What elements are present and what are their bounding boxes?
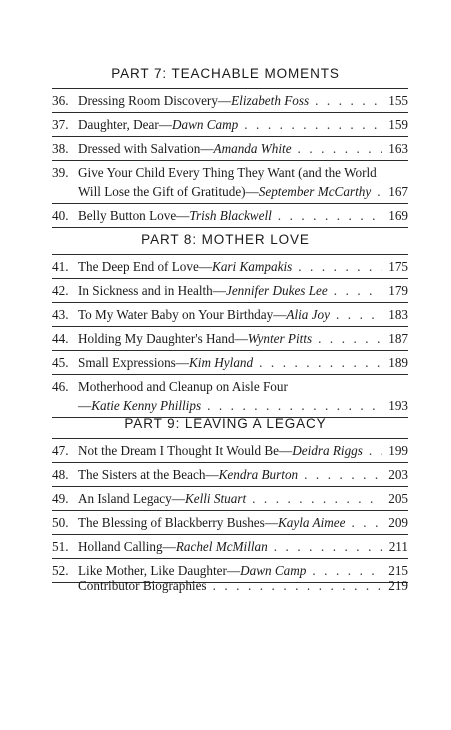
leader-dots <box>298 257 382 276</box>
entry-title: Daughter, Dear—Dawn Camp <box>78 117 239 132</box>
leader-dots <box>315 91 382 110</box>
part-9-heading: PART 9: LEAVING A LEGACY <box>124 416 327 431</box>
entry-number: 52. <box>52 563 69 578</box>
part-7-heading: PART 7: TEACHABLE MOMENTS <box>111 66 340 81</box>
entry-author: Dawn Camp <box>171 117 239 132</box>
entry-title: Give Your Child Every Thing They Want (and the World <box>78 165 377 180</box>
entry-page: 163 <box>388 141 408 156</box>
closing-entries <box>52 574 408 597</box>
entry-author: Dawn Camp <box>240 563 307 578</box>
entry-number: 45. <box>52 355 69 370</box>
entry-page: 211 <box>388 539 408 554</box>
entry-page: 199 <box>388 443 408 458</box>
entry-author: Wynter Pitts <box>247 331 313 346</box>
entry-title: In Sickness and in Health—Jennifer Dukes Lee <box>78 283 328 298</box>
toc-entry <box>52 137 408 161</box>
entry-title: Holland Calling—Rachel McMillan <box>78 539 268 554</box>
toc-entry-contributors <box>52 574 408 597</box>
toc-entry <box>52 88 408 113</box>
entry-title-continued: —Katie Kenny Phillips <box>78 398 202 413</box>
entry-title: Small Expressions—Kim Hyland <box>78 355 254 370</box>
entry-page: 215 <box>388 563 408 578</box>
entry-title: Dressed with Salvation—Amanda White <box>78 141 292 156</box>
entry-title: Contributor Biographies <box>78 578 207 593</box>
entry-title: The Deep End of Love—Kari Kampakis <box>78 259 293 274</box>
entry-page: 183 <box>388 307 408 322</box>
toc-entry <box>52 438 408 463</box>
entry-number: 47. <box>52 443 69 458</box>
entry-page: 169 <box>388 208 408 223</box>
toc-entry <box>52 535 408 559</box>
entry-author: Deidra Riggs <box>292 443 363 458</box>
entry-title: The Blessing of Blackberry Bushes—Kayla Aimee <box>78 515 346 530</box>
entry-author: Kelli Stuart <box>184 491 247 506</box>
leader-dots <box>274 537 382 556</box>
leader-dots <box>259 353 382 372</box>
entry-author: Kari Kampakis <box>212 259 293 274</box>
toc-entry <box>52 113 408 137</box>
entry-author: Alia Joy <box>286 307 330 322</box>
entry-page: 187 <box>388 331 408 346</box>
part-7-entries <box>52 88 408 228</box>
part-9-entries <box>52 438 408 583</box>
entry-number: 38. <box>52 141 69 156</box>
leader-dots <box>252 489 382 508</box>
entry-number: 40. <box>52 208 69 223</box>
leader-dots <box>244 115 382 134</box>
leader-dots <box>298 139 382 158</box>
entry-page: 179 <box>388 283 408 298</box>
entry-title-continued: Will Lose the Gift of Gratitude)—September McCarthy <box>78 184 372 199</box>
entry-title: Holding My Daughter's Hand—Wynter Pitts <box>78 331 313 346</box>
toc-entry <box>52 279 408 303</box>
toc-entry <box>52 161 408 204</box>
entry-title: Like Mother, Like Daughter—Dawn Camp <box>78 563 307 578</box>
entry-page: 203 <box>388 467 408 482</box>
entry-number: 49. <box>52 491 69 506</box>
leader-dots <box>278 206 382 225</box>
entry-author: Kayla Aimee <box>277 515 346 530</box>
entry-author: Kim Hyland <box>189 355 254 370</box>
leader-dots <box>336 305 382 324</box>
entry-page: 219 <box>388 578 408 593</box>
part-8-entries <box>52 254 408 418</box>
entry-page: 193 <box>388 398 408 413</box>
entry-author: Katie Kenny Phillips <box>91 398 202 413</box>
entry-number: 51. <box>52 539 69 554</box>
entry-number: 46. <box>52 379 69 394</box>
entry-number: 36. <box>52 93 69 108</box>
toc-entry <box>52 463 408 487</box>
entry-number: 43. <box>52 307 69 322</box>
entry-number: 50. <box>52 515 69 530</box>
toc-entry <box>52 204 408 228</box>
leader-dots <box>304 465 382 484</box>
toc-entry <box>52 351 408 375</box>
entry-page: 189 <box>388 355 408 370</box>
entry-page: 167 <box>388 184 408 199</box>
leader-dots <box>369 441 382 460</box>
entry-title: The Sisters at the Beach—Kendra Burton <box>78 467 299 482</box>
entry-number: 41. <box>52 259 69 274</box>
entry-title: Not the Dream I Thought It Would Be—Deidra Riggs <box>78 443 363 458</box>
leader-dots <box>352 513 383 532</box>
entry-title: Motherhood and Cleanup on Aisle Four <box>78 379 288 394</box>
entry-page: 155 <box>388 93 408 108</box>
entry-author: Elizabeth Foss <box>231 93 310 108</box>
entry-author: Amanda White <box>213 141 292 156</box>
toc-entry <box>52 327 408 351</box>
entry-title: An Island Legacy—Kelli Stuart <box>78 491 247 506</box>
toc-entry <box>52 487 408 511</box>
entry-title: Dressing Room Discovery—Elizabeth Foss <box>78 93 310 108</box>
toc-entry <box>52 511 408 535</box>
toc-entry <box>52 254 408 279</box>
entry-number: 42. <box>52 283 69 298</box>
toc-entry <box>52 375 408 418</box>
entry-page: 175 <box>388 259 408 274</box>
leader-dots <box>318 329 382 348</box>
entry-author: Kendra Burton <box>218 467 299 482</box>
entry-number: 37. <box>52 117 69 132</box>
entry-author: Rachel McMillan <box>175 539 268 554</box>
leader-dots <box>334 281 382 300</box>
entry-author: Jennifer Dukes Lee <box>225 283 328 298</box>
entry-title: To My Water Baby on Your Birthday—Alia Joy <box>78 307 330 322</box>
entry-number: 44. <box>52 331 69 346</box>
entry-number: 48. <box>52 467 69 482</box>
entry-number: 39. <box>52 165 69 180</box>
leader-dots <box>377 182 382 201</box>
toc-entry <box>52 303 408 327</box>
leader-dots <box>207 396 382 415</box>
entry-page: 159 <box>388 117 408 132</box>
entry-title: Belly Button Love—Trish Blackwell <box>78 208 272 223</box>
leader-dots <box>213 576 382 595</box>
entry-author: September McCarthy <box>258 184 372 199</box>
entry-page: 209 <box>388 515 408 530</box>
part-8-heading: PART 8: MOTHER LOVE <box>141 232 310 247</box>
entry-page: 205 <box>388 491 408 506</box>
entry-author: Trish Blackwell <box>189 208 272 223</box>
